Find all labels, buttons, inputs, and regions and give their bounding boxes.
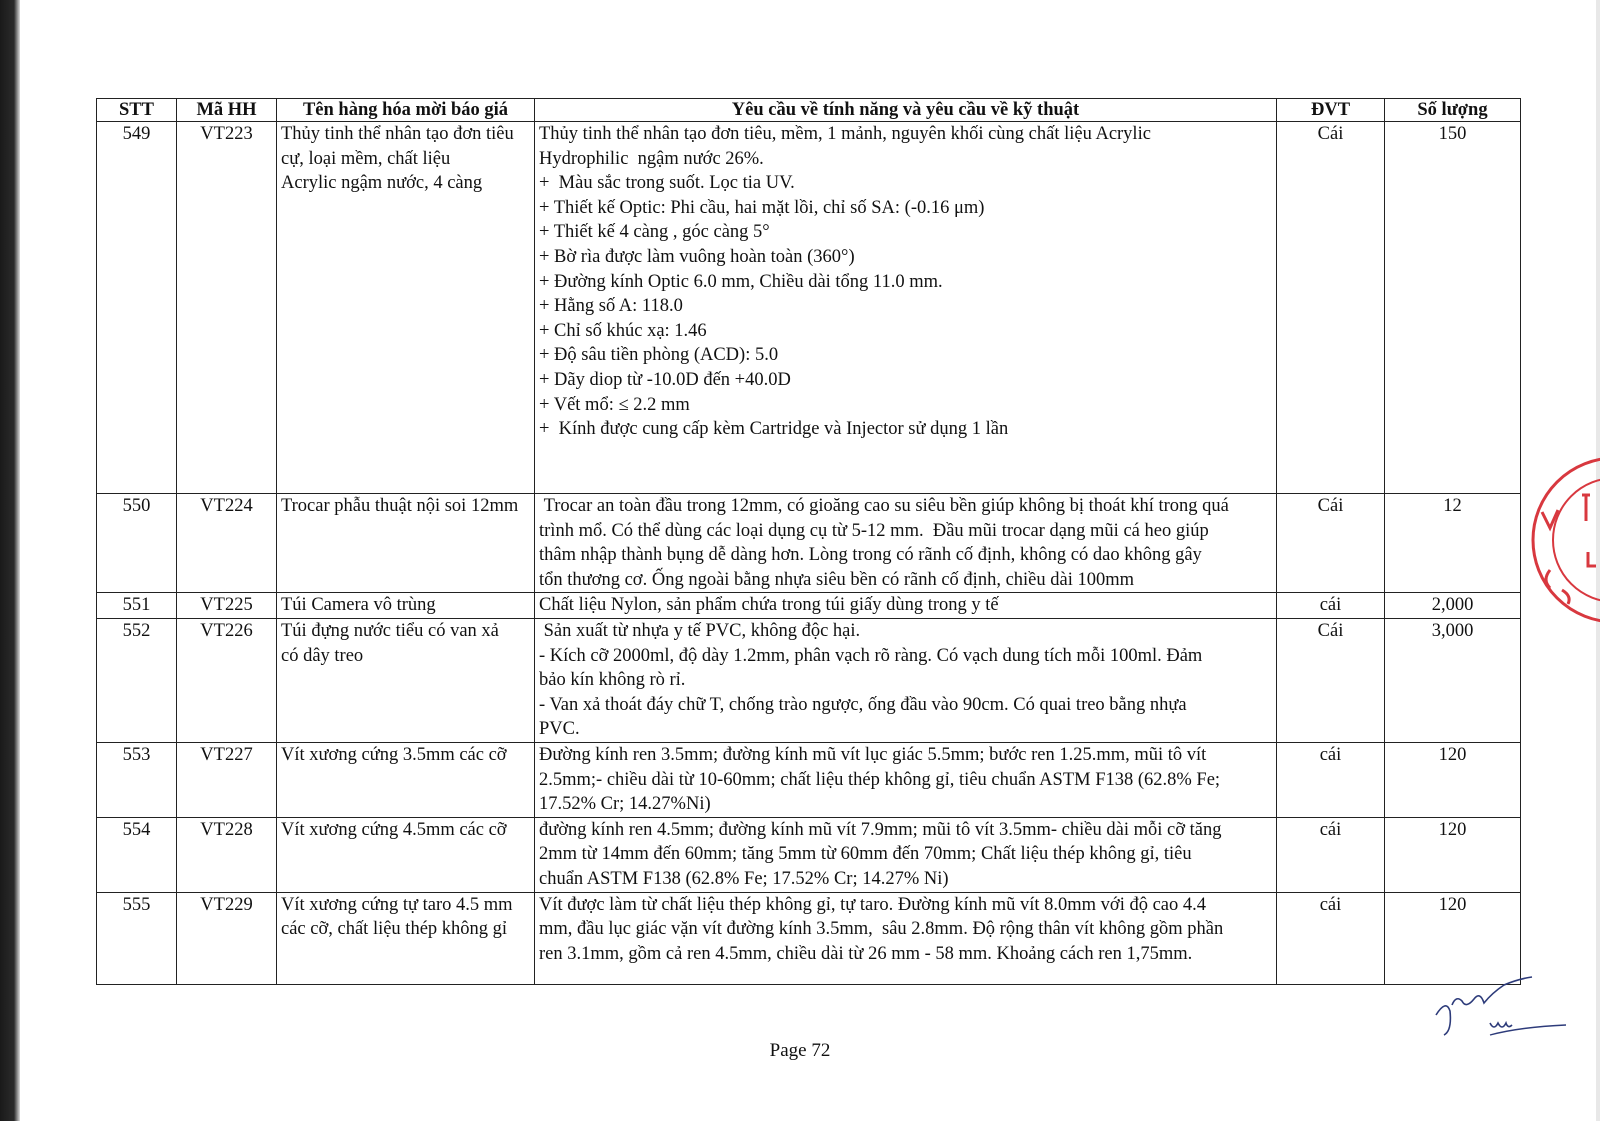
table-header-row [97, 99, 1521, 122]
row-stt: 555 [97, 892, 177, 984]
name-line: Túi đựng nước tiểu có van xả [281, 620, 499, 641]
requirement-line: + Vết mổ: ≤ 2.2 mm [539, 394, 690, 415]
requirement-line: + Màu sắc trong suốt. Lọc tia UV. [539, 173, 795, 194]
requirement-line: Trocar an toàn đầu trong 12mm, có gioăng cao su siêu bền giúp không bị thoát khí trong quá [539, 496, 1229, 516]
table-row [97, 494, 1521, 593]
requirement-line: + Thiết kế 4 càng , góc càng 5° [539, 222, 770, 243]
row-requirements [535, 494, 1277, 593]
requirement-line: Chất liệu Nylon, sản phẩm chứa trong túi giấy dùng trong y tế [539, 595, 999, 616]
row-code: VT229 [177, 892, 277, 984]
row-code: VT226 [177, 618, 277, 742]
requirement-line: thâm nhập thành bụng dễ dàng hơn. Lòng trong có rãnh cố định, không có dao không gây [539, 545, 1202, 566]
name-line: Vít xương cứng 4.5mm các cỡ [281, 819, 507, 840]
row-stt: 552 [97, 618, 177, 742]
row-stt: 549 [97, 122, 177, 494]
row-stt: 550 [97, 494, 177, 593]
name-line: Túi Camera vô trùng [281, 595, 436, 616]
row-code: VT227 [177, 742, 277, 817]
table-row [97, 742, 1521, 817]
requirement-line: 17.52% Cr; 14.27%Ni) [539, 794, 711, 815]
name-line: cự, loại mềm, chất liệu [281, 148, 451, 169]
row-quantity: 120 [1385, 742, 1521, 817]
row-unit: cái [1277, 742, 1385, 817]
header-requirements: Yêu cầu về tính năng và yêu cầu về kỹ thuật [535, 99, 1277, 122]
requirement-line: + Dãy diop từ -10.0D đến +40.0D [539, 369, 791, 390]
row-requirements [535, 892, 1277, 984]
requirement-line: Sản xuất từ nhựa y tế PVC, không độc hại. [539, 620, 861, 641]
requirement-line: trình mổ. Có thể dùng các loại dụng cụ từ 5-12 mm. Đầu mũi trocar dạng mũi cá heo giúp [539, 520, 1209, 541]
requirement-line: Hydrophilic ngậm nước 26%. [539, 148, 764, 169]
table-row [97, 817, 1521, 892]
row-code: VT225 [177, 593, 277, 619]
row-quantity: 2,000 [1385, 593, 1521, 619]
name-line: Vít xương cứng 3.5mm các cỡ [281, 744, 507, 765]
row-name [277, 122, 535, 494]
row-code: VT224 [177, 494, 277, 593]
requirement-line: - Kích cỡ 2000ml, độ dày 1.2mm, phân vạch rõ ràng. Có vạch dung tích mỗi 100ml. Đảm [539, 645, 1203, 666]
requirement-line: - Van xả thoát đáy chữ T, chống trào ngược, ống đầu vào 90cm. Có quai treo bằng nhựa [539, 694, 1187, 715]
row-quantity: 120 [1385, 817, 1521, 892]
row-name [277, 892, 535, 984]
header-name: Tên hàng hóa mời báo giá [277, 99, 535, 122]
table-row [97, 892, 1521, 984]
requirement-line: PVC. [539, 719, 580, 740]
requirement-line: Đường kính ren 3.5mm; đường kính mũ vít lục giác 5.5mm; bước ren 1.25.mm, mũi tô vít [539, 744, 1207, 765]
table-row [97, 122, 1521, 494]
row-quantity: 12 [1385, 494, 1521, 593]
row-name [277, 742, 535, 817]
requirement-line: mm, đầu lục giác vặn vít đường kính 3.5mm, sâu 2.8mm. Độ rộng thân vít không gồm phần [539, 919, 1224, 940]
requirement-line: + Độ sâu tiền phòng (ACD): 5.0 [539, 345, 779, 366]
signature [1430, 975, 1570, 1045]
header-quantity: Số lượng [1385, 99, 1521, 122]
row-stt: 554 [97, 817, 177, 892]
requirement-line: + Kính được cung cấp kèm Cartridge và Injector sử dụng 1 lần [539, 419, 1009, 440]
row-requirements [535, 593, 1277, 619]
scan-edge-shadow [0, 0, 20, 1121]
name-line: Thủy tinh thể nhân tạo đơn tiêu [281, 124, 514, 144]
row-unit: cái [1277, 817, 1385, 892]
name-line: Trocar phẫu thuật nội soi 12mm [281, 496, 519, 516]
row-stt: 553 [97, 742, 177, 817]
requirement-line: tổn thương cơ. Ống ngoài bằng nhựa siêu bền có rãnh cố định, chiều dài 100mm [539, 569, 1135, 590]
name-line: các cỡ, chất liệu thép không gỉ [281, 919, 508, 940]
row-name [277, 618, 535, 742]
row-stt: 551 [97, 593, 177, 619]
row-requirements [535, 618, 1277, 742]
header-unit: ĐVT [1277, 99, 1385, 122]
requirement-line: 2.5mm;- chiều dài từ 10-60mm; chất liệu thép không gỉ, tiêu chuẩn ASTM F138 (62.8% Fe; [539, 769, 1221, 790]
row-name [277, 817, 535, 892]
requirement-line: Thủy tinh thể nhân tạo đơn tiêu, mềm, 1 mảnh, nguyên khối cùng chất liệu Acrylic [539, 124, 1151, 144]
name-line: có dây treo [281, 645, 364, 666]
row-code: VT223 [177, 122, 277, 494]
requirement-line: Vít được làm từ chất liệu thép không gỉ, tự taro. Đường kính mũ vít 8.0mm với độ cao 4.4 [539, 894, 1207, 915]
header-code: Mã HH [177, 99, 277, 122]
row-requirements [535, 742, 1277, 817]
row-unit: cái [1277, 892, 1385, 984]
row-requirements [535, 817, 1277, 892]
requirement-line: 2mm từ 14mm đến 60mm; tăng 5mm từ 60mm đến 70mm; Chất liệu thép không gỉ, tiêu [539, 844, 1192, 865]
row-quantity: 150 [1385, 122, 1521, 494]
requirement-line: ren 3.1mm, gồm cả ren 4.5mm, chiều dài từ 26 mm - 58 mm. Khoảng cách ren 1,75mm. [539, 943, 1193, 964]
stamp-seal [1520, 440, 1600, 640]
row-quantity: 120 [1385, 892, 1521, 984]
header-stt: STT [97, 99, 177, 122]
name-line: Acrylic ngậm nước, 4 càng [281, 173, 483, 194]
requirement-line: + Hằng số A: 118.0 [539, 296, 683, 317]
requirement-line: đường kính ren 4.5mm; đường kính mũ vít 7.9mm; mũi tô vít 3.5mm- chiều dài mỗi cỡ tăng [539, 819, 1222, 840]
row-unit: cái [1277, 593, 1385, 619]
name-line: Vít xương cứng tự taro 4.5 mm [281, 894, 513, 915]
requirement-line: bảo kín không rò rỉ. [539, 670, 686, 691]
table-row [97, 618, 1521, 742]
row-requirements [535, 122, 1277, 494]
requirement-line: + Bờ rìa được làm vuông hoàn toàn (360°) [539, 246, 855, 267]
row-unit: Cái [1277, 494, 1385, 593]
row-unit: Cái [1277, 618, 1385, 742]
row-name [277, 593, 535, 619]
page-number: Page 72 [769, 1040, 831, 1061]
table-row [97, 593, 1521, 619]
row-name [277, 494, 535, 593]
row-code: VT228 [177, 817, 277, 892]
requirement-line: + Thiết kế Optic: Phi cầu, hai mặt lồi, chỉ số SA: (-0.16 μm) [539, 197, 985, 218]
requirement-line: + Đường kính Optic 6.0 mm, Chiều dài tổng 11.0 mm. [539, 271, 943, 292]
requirement-line: + Chỉ số khúc xạ: 1.46 [539, 320, 707, 341]
row-quantity: 3,000 [1385, 618, 1521, 742]
items-table [96, 98, 1521, 985]
row-unit: Cái [1277, 122, 1385, 494]
requirement-line: chuẩn ASTM F138 (62.8% Fe; 17.52% Cr; 14.27% Ni) [539, 868, 949, 889]
